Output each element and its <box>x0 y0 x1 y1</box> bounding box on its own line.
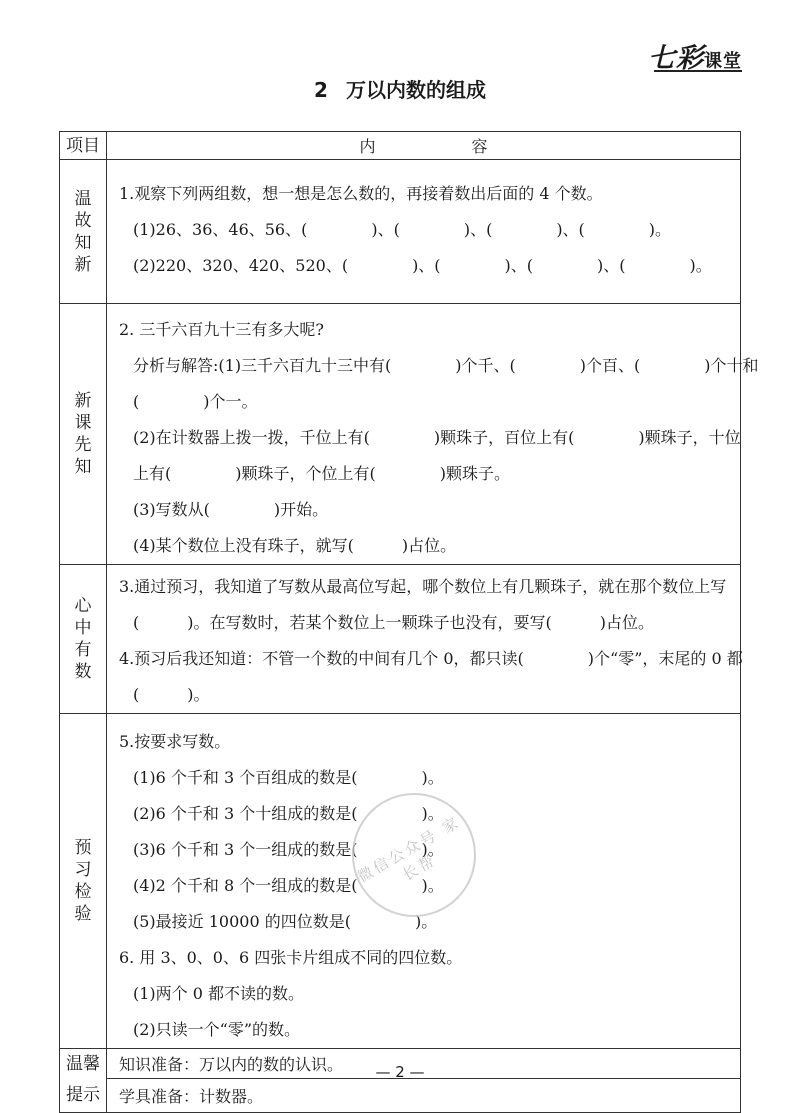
tips-label-top: 温馨 <box>60 1049 107 1079</box>
new-label-text: 新课先知 <box>74 391 92 477</box>
header-content-text: 内 容 <box>359 137 528 156</box>
check-label <box>60 714 107 1049</box>
page-number: — 2 — <box>375 1063 425 1081</box>
header-item: 项目 <box>60 132 107 160</box>
new-line-4: (2)在计数器上拨一拨，千位上有( )颗珠子，百位上有( )颗珠子，十位 <box>133 428 741 447</box>
new-line-2: 分析与解答:(1)三千六百九十三中有( )个千、( )个百、( )个十和 <box>133 356 759 375</box>
new-line-1: 2. 三千六百九十三有多大呢? <box>119 320 324 339</box>
new-row <box>60 304 741 565</box>
check-line-1: 5.按要求写数。 <box>119 732 231 751</box>
new-line-5: 上有( )颗珠子，个位上有( )颗珠子。 <box>133 464 510 483</box>
brand-small: 课堂 <box>704 51 742 72</box>
check-line-7: 6. 用 3、0、0、6 四张卡片组成不同的四位数。 <box>119 948 463 967</box>
header-content <box>107 132 741 160</box>
brand-underline <box>654 70 742 72</box>
new-line-6: (3)写数从( )开始。 <box>133 500 329 519</box>
mind-line-1: 3.通过预习，我知道了写数从最高位写起，哪个数位上有几颗珠子，就在那个数位上写 <box>119 577 727 596</box>
check-line-9: (2)只读一个“零”的数。 <box>133 1020 301 1039</box>
mind-label-text: 心中有数 <box>74 596 92 682</box>
check-line-6: (5)最接近 10000 的四位数是( )。 <box>133 912 438 931</box>
tips-label-bottom: 提示 <box>60 1079 107 1113</box>
check-line-5: (4)2 个千和 8 个一组成的数是( )。 <box>133 876 444 895</box>
page-title <box>0 74 800 103</box>
tips-line-2: 学具准备：计数器。 <box>107 1079 741 1113</box>
check-line-4: (3)6 个千和 3 个一组成的数是( )。 <box>133 840 444 859</box>
new-line-3: ( )个一。 <box>133 392 258 411</box>
review-label <box>60 160 107 304</box>
review-content <box>107 160 741 304</box>
watermark-stamp <box>352 793 476 917</box>
mind-line-2: ( )。在写数时，若某个数位上一颗珠子也没有，要写( )占位。 <box>133 613 654 632</box>
check-line-2: (1)6 个千和 3 个百组成的数是( )。 <box>133 768 444 787</box>
mind-content <box>107 565 741 714</box>
title-number: 2 <box>314 78 328 102</box>
table-header-row <box>60 132 741 160</box>
new-line-7: (4)某个数位上没有珠子，就写( )占位。 <box>133 536 457 555</box>
mind-line-4: ( )。 <box>133 685 210 704</box>
review-line-3: (2)220、320、420、520、( )、( )、( )、( )。 <box>133 256 712 275</box>
new-label <box>60 304 107 565</box>
tips-row-2 <box>60 1079 741 1113</box>
check-label-text: 预习检验 <box>74 838 92 924</box>
watermark-stamp-text: 微信公众号 家长帮 <box>354 812 464 887</box>
review-row <box>60 160 741 304</box>
review-line-1: 1.观察下列两组数，想一想是怎么数的，再接着数出后面的 4 个数。 <box>119 184 603 203</box>
new-content <box>107 304 759 565</box>
check-line-8: (1)两个 0 都不读的数。 <box>133 984 305 1003</box>
review-label-text: 温故知新 <box>74 188 92 275</box>
mind-label <box>60 565 107 714</box>
check-line-3: (2)6 个千和 3 个十组成的数是( )。 <box>133 804 444 823</box>
mind-line-3: 4.预习后我还知道：不管一个数的中间有几个 0，都只读( )个“零”，末尾的 0 都 <box>119 649 743 668</box>
title-text: 万以内数的组成 <box>345 78 486 102</box>
mind-row <box>60 565 741 714</box>
review-line-2: (1)26、36、46、56、( )、( )、( )、( )。 <box>133 220 672 239</box>
tips-line-1: 知识准备：万以内的数的认识。 <box>107 1049 741 1079</box>
lesson-table <box>59 131 759 1113</box>
brand-big: 七彩 <box>648 43 704 74</box>
